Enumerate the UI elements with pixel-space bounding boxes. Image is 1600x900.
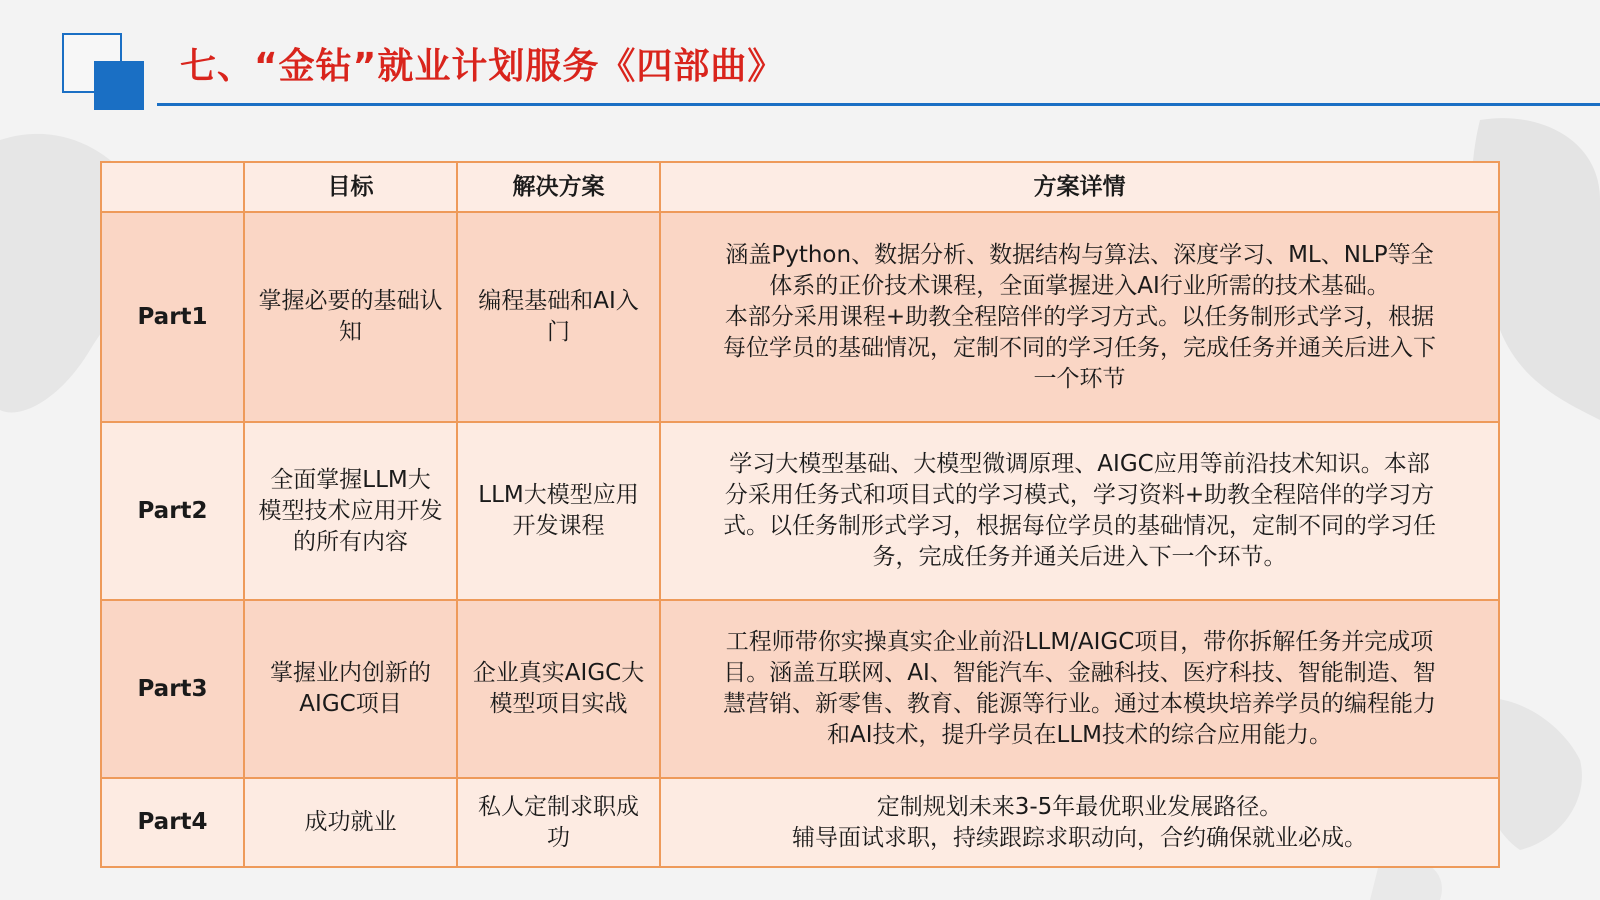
goal-line: 掌握必要的基础认 [258, 288, 443, 314]
goal-line: 知 [339, 319, 362, 345]
detail-line: 每位学员的基础情况，定制不同的学习任务，完成任务并通关后进入下 [723, 334, 1436, 361]
solution-line: 企业真实AIGC大 [472, 660, 645, 686]
solution-cell [457, 778, 660, 867]
goal-line: 的所有内容 [293, 528, 408, 555]
solution-line: 开发课程 [512, 513, 605, 539]
solution-cell [457, 600, 660, 778]
goal-line: 掌握业内创新的 [270, 660, 431, 686]
header-solution: 解决方案 [457, 162, 660, 212]
detail-line: 务，完成任务并通关后进入下一个环节。 [872, 544, 1287, 570]
goal-cell [244, 600, 457, 778]
solution-cell [457, 422, 660, 600]
solution-line: 模型项目实战 [489, 691, 628, 717]
table-row-part4 [101, 778, 1499, 867]
detail-cell [660, 422, 1499, 600]
detail-line: 分采用任务式和项目式的学习模式，学习资料+助教全程陪伴的学习方 [724, 482, 1435, 508]
solution-line: 门 [547, 319, 570, 345]
solution-line: LLM大模型应用 [478, 482, 639, 508]
solution-line: 功 [547, 824, 570, 851]
detail-line: 一个环节 [1033, 365, 1126, 392]
detail-line: 和AI技术，提升学员在LLM技术的综合应用能力。 [827, 722, 1332, 748]
detail-cell [660, 212, 1499, 422]
detail-line: 本部分采用课程+助教全程陪伴的学习方式。以任务制形式学习，根据 [724, 303, 1435, 330]
detail-cell [660, 600, 1499, 778]
detail-line: 慧营销、新零售、教育、能源等行业。通过本模块培养学员的编程能力 [723, 691, 1436, 717]
detail-line: 辅导面试求职，持续跟踪求职动向，合约确保就业必成。 [792, 824, 1367, 851]
part-label: Part1 [101, 212, 244, 422]
plan-table [100, 161, 1500, 868]
table-row-part2 [101, 422, 1499, 600]
solution-cell [457, 212, 660, 422]
detail-line: 式。以任务制形式学习，根据每位学员的基础情况，定制不同的学习任 [723, 513, 1436, 539]
table-row-part3 [101, 600, 1499, 778]
detail-line: 定制规划未来3-5年最优职业发展路径。 [876, 793, 1283, 820]
header-detail: 方案详情 [660, 162, 1499, 212]
detail-line: 工程师带你实操真实企业前沿LLM/AIGC项目，带你拆解任务并完成项 [725, 629, 1434, 655]
detail-line: 体系的正价技术课程，全面掌握进入AI行业所需的技术基础。 [769, 272, 1390, 299]
header-goal: 目标 [244, 162, 457, 212]
detail-line: 涵盖Python、数据分析、数据结构与算法、深度学习、ML、NLP等全 [725, 241, 1434, 268]
goal-line: 模型技术应用开发 [258, 497, 443, 524]
goal-line: AIGC项目 [299, 691, 402, 717]
part-label: Part4 [101, 778, 244, 867]
table-row-part1 [101, 212, 1499, 422]
goal-cell [244, 422, 457, 600]
goal-line: 全面掌握LLM大 [270, 466, 431, 493]
goal-line: 成功就业 [304, 809, 397, 835]
solution-line: 私人定制求职成 [478, 793, 639, 820]
goal-cell [244, 778, 457, 867]
goal-cell [244, 212, 457, 422]
table-header-row [101, 162, 1499, 212]
header-part [101, 162, 244, 212]
title-divider [157, 103, 1600, 106]
page-title: 七、“金钻”就业计划服务《四部曲》 [180, 46, 785, 87]
detail-line: 学习大模型基础、大模型微调原理、AIGC应用等前沿技术知识。本部 [729, 451, 1430, 477]
logo-square-solid [94, 61, 144, 110]
detail-line: 目。涵盖互联网、AI、智能汽车、金融科技、医疗科技、智能制造、智 [723, 660, 1436, 686]
solution-line: 编程基础和AI入 [478, 288, 639, 314]
part-label: Part3 [101, 600, 244, 778]
part-label: Part2 [101, 422, 244, 600]
detail-cell [660, 778, 1499, 867]
